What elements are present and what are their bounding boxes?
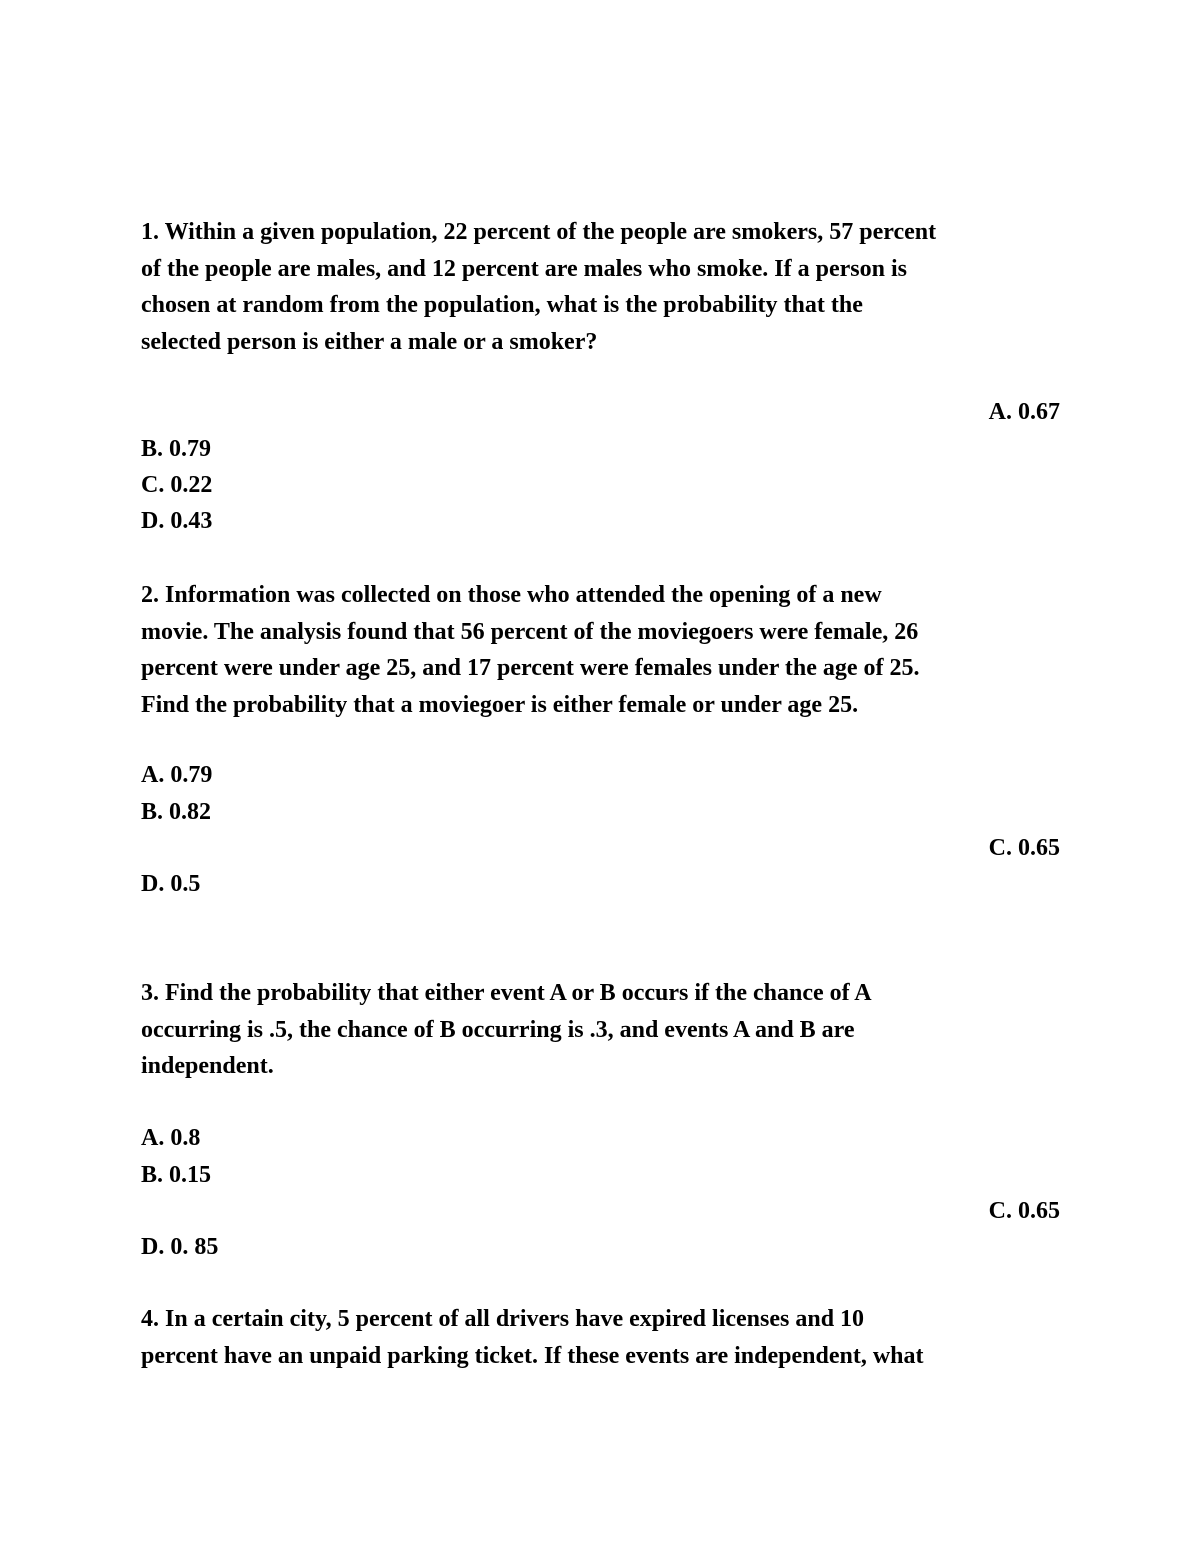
question-1-text <box>141 214 1061 360</box>
question-1-option-c: C. 0.22 <box>141 472 213 498</box>
question-2-option-c: C. 0.65 <box>988 835 1060 861</box>
question-3-option-b: B. 0.15 <box>141 1162 212 1188</box>
question-2-option-a: A. 0.79 <box>141 762 213 788</box>
question-2-text <box>141 577 1061 723</box>
question-3-option-d: D. 0. 85 <box>141 1234 219 1260</box>
question-4-text <box>141 1301 1061 1374</box>
question-line: 2. Information was collected on those who attended the opening of a new <box>141 582 882 608</box>
question-line: 1. Within a given population, 22 percent of the people are smokers, 57 percent <box>141 219 937 245</box>
question-line: selected person is either a male or a smoker? <box>141 328 598 355</box>
question-line: chosen at random from the population, what is the probability that the <box>141 292 863 318</box>
question-line: percent have an unpaid parking ticket. If these events are independent, what <box>141 1342 924 1369</box>
question-line: 4. In a certain city, 5 percent of all drivers have expired licenses and 10 <box>141 1306 865 1332</box>
question-line: occurring is .5, the chance of B occurring is .3, and events A and B are <box>141 1016 855 1043</box>
question-line: 3. Find the probability that either event A or B occurs if the chance of A <box>141 980 872 1006</box>
question-line: Find the probability that a moviegoer is either female or under age 25. <box>141 691 859 718</box>
question-3-option-c: C. 0.65 <box>988 1198 1060 1224</box>
question-line: percent were under age 25, and 17 percent were females under the age of 25. <box>141 655 920 681</box>
question-3-text <box>141 975 1061 1085</box>
question-2-option-b: B. 0.82 <box>141 799 212 825</box>
question-2-option-d: D. 0.5 <box>141 871 201 897</box>
question-1-option-d: D. 0.43 <box>141 508 213 534</box>
question-3-option-a: A. 0.8 <box>141 1125 201 1151</box>
question-line: independent. <box>141 1053 274 1079</box>
question-1-option-b: B. 0.79 <box>141 436 212 462</box>
question-line: movie. The analysis found that 56 percent of the moviegoers were female, 26 <box>141 618 919 645</box>
question-line: of the people are males, and 12 percent are males who smoke. If a person is <box>141 255 907 282</box>
question-1-option-a: A. 0.67 <box>988 399 1060 425</box>
